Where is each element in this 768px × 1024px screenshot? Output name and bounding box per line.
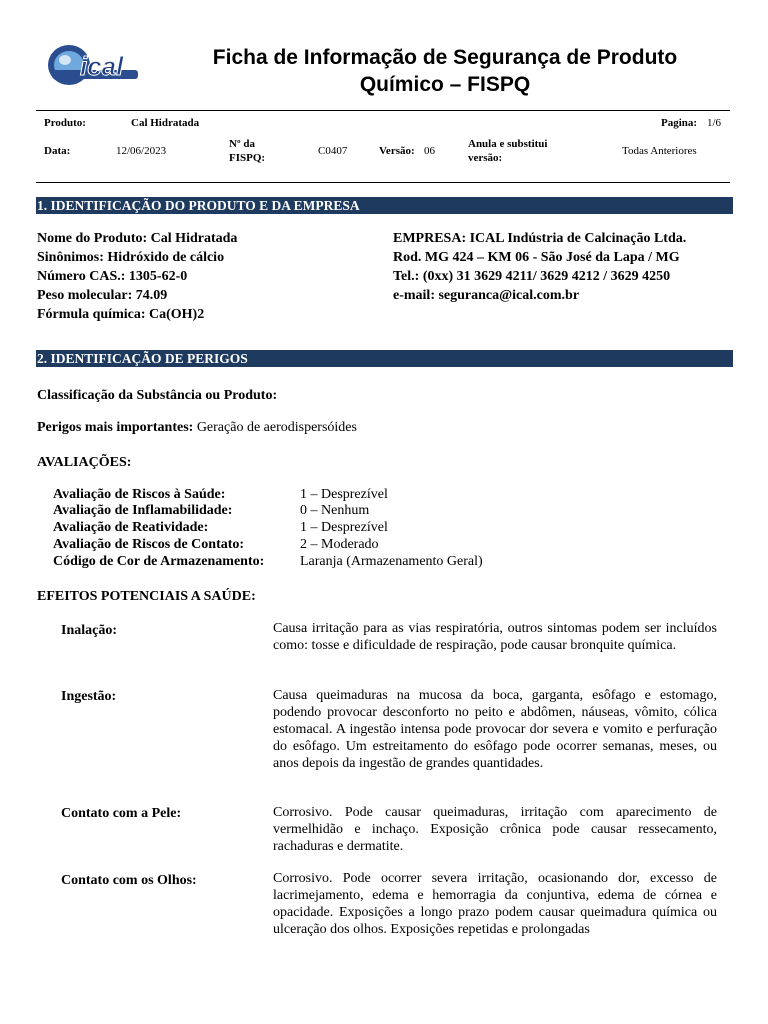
avaliacao-value-contato: 2 – Moderado: [300, 537, 379, 552]
efeito-label-ingestao: Ingestão:: [61, 689, 117, 704]
avaliacao-label-inflamabilidade: Avaliação de Inflamabilidade:: [53, 503, 233, 518]
produto-label: Produto:: [44, 117, 86, 129]
section-2-header: 2. IDENTIFICAÇÃO DE PERIGOS: [36, 350, 733, 367]
svg-text:ical: ical: [80, 51, 124, 81]
pagina-value: 1/6: [707, 117, 722, 129]
efeito-text-pele: Corrosivo. Pode causar queimaduras, irritação com aparecimento de vermelhidão e inchaço. Exposição crônica pode causar ressecamento, rachaduras e dermatite.: [273, 805, 717, 854]
avaliacoes-heading: AVALIAÇÕES:: [37, 455, 132, 470]
avaliacao-label-contato: Avaliação de Riscos de Contato:: [53, 537, 245, 552]
anula-value: Todas Anteriores: [622, 145, 697, 157]
divider-meta: [36, 182, 730, 183]
versao-value: 06: [424, 145, 435, 157]
nome-produto: Nome do Produto: Cal Hidratada: [37, 231, 238, 246]
avaliacao-value-reatividade: 1 – Desprezível: [300, 520, 388, 535]
classificacao-heading: Classificação da Substância ou Produto:: [37, 388, 278, 403]
data-value: 12/06/2023: [116, 145, 167, 157]
avaliacao-label-saude: Avaliação de Riscos à Saúde:: [53, 487, 226, 502]
pagina-label: Pagina:: [661, 117, 698, 129]
efeito-text-ingestao: Causa queimaduras na mucosa da boca, garganta, esôfago e estomago, podendo provocar desconforto no peito e abdômen, náuseas, vômito, cólica estomacal. A ingestão intensa pode provocar dor severa e vomito e perfuração do esôfago. Um estreitamento do esôfago pode ocorrer semanas, meses, ou anos depois da ingestão de grandes quantidades.: [273, 688, 717, 771]
efeito-label-olhos: Contato com os Olhos:: [61, 873, 197, 888]
avaliacao-label-reatividade: Avaliação de Reatividade:: [53, 520, 209, 535]
perigos-label: Perigos mais importantes:: [37, 420, 194, 435]
empresa-email: e-mail: seguranca@ical.com.br: [393, 288, 580, 303]
anula-label: [468, 137, 547, 165]
efeito-text-inalacao: Causa irritação para as vias respiratória, outros sintomas podem ser incluídos como: tosse e dificuldade de respiração, pode causar bronquite química.: [273, 621, 717, 653]
perigos-line: [37, 418, 357, 437]
data-label: Data:: [44, 145, 71, 157]
sinonimos: Sinônimos: Hidróxido de cálcio: [37, 250, 225, 265]
efeito-text-olhos: Corrosivo. Pode ocorrer severa irritação, ocasionando dor, excesso de lacrimejamento, edema e hemorragia da conjuntiva, edema de córnea e opacidade. Exposições a longo prazo podem causar queimadura química ou ulceração dos olhos. Exposições repetidas e prolongadas: [273, 871, 717, 937]
title-line-1: Ficha de Informação de Segurança de Produto: [212, 46, 678, 69]
versao-label: Versão:: [379, 145, 415, 157]
empresa-endereco: Rod. MG 424 – KM 06 - São José da Lapa / MG: [393, 250, 680, 265]
anula-label-line-1: Anula e substitui: [468, 138, 548, 150]
avaliacao-label-armazenamento: Código de Cor de Armazenamento:: [53, 554, 265, 569]
empresa-nome: EMPRESA: ICAL Indústria de Calcinação Ltda.: [393, 231, 687, 246]
numero-cas: Número CAS.: 1305-62-0: [37, 269, 188, 284]
empresa-telefone: Tel.: (0xx) 31 3629 4211/ 3629 4212 / 3629 4250: [393, 269, 671, 284]
ical-logo: [46, 40, 142, 86]
fispq-label-line-1: Nº da: [229, 138, 255, 150]
fispq-label: [229, 137, 265, 165]
fispq-value: C0407: [318, 145, 348, 157]
divider-top: [36, 110, 730, 111]
avaliacao-value-armazenamento: Laranja (Armazenamento Geral): [300, 554, 483, 569]
title-line-2: Químico – FISPQ: [359, 73, 531, 96]
efeitos-heading: EFEITOS POTENCIAIS A SAÚDE:: [37, 589, 256, 604]
document-title: [150, 44, 740, 98]
anula-label-line-2: versão:: [468, 152, 503, 164]
efeito-label-inalacao: Inalação:: [61, 623, 117, 638]
fispq-label-line-2: FISPQ:: [229, 152, 266, 164]
formula-quimica: Fórmula química: Ca(OH)2: [37, 307, 205, 322]
avaliacao-value-saude: 1 – Desprezível: [300, 487, 388, 502]
perigos-value: Geração de aerodispersóides: [193, 420, 357, 435]
efeito-label-pele: Contato com a Pele:: [61, 806, 182, 821]
section-1-header: 1. IDENTIFICAÇÃO DO PRODUTO E DA EMPRESA: [36, 197, 733, 214]
produto-value: Cal Hidratada: [131, 117, 200, 129]
peso-molecular: Peso molecular: 74.09: [37, 288, 168, 303]
avaliacao-value-inflamabilidade: 0 – Nenhum: [300, 503, 370, 518]
